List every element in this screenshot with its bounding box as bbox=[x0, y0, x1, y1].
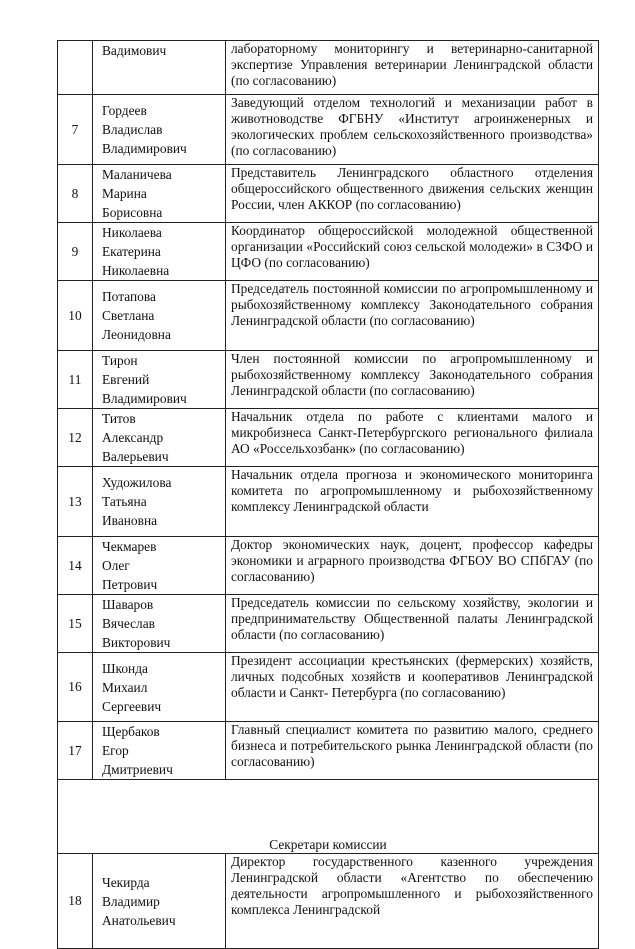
member-name-part: Анатольевич bbox=[102, 912, 176, 928]
member-row bbox=[58, 722, 599, 780]
member-name bbox=[93, 595, 226, 653]
row-number: 11 bbox=[58, 351, 93, 409]
member-name-part: Владимир bbox=[102, 893, 160, 909]
member-row bbox=[58, 95, 599, 165]
row-number: 16 bbox=[58, 653, 93, 722]
member-name bbox=[93, 409, 226, 467]
member-name-part: Дмитриевич bbox=[102, 762, 173, 777]
member-name-part: Гордеев bbox=[102, 103, 147, 118]
row-number: 7 bbox=[58, 95, 93, 165]
member-row bbox=[58, 165, 599, 223]
member-name-part: Олег bbox=[102, 558, 130, 573]
member-name-part: Щербаков bbox=[102, 724, 160, 739]
row-number: 17 bbox=[58, 722, 93, 780]
member-row bbox=[58, 41, 599, 95]
member-name-part: Титов bbox=[102, 411, 136, 426]
member-name-part: Николаева bbox=[102, 225, 162, 240]
member-name-part: Вадимович bbox=[102, 43, 167, 58]
member-name-part: Художилова bbox=[102, 475, 172, 490]
row-number: 12 bbox=[58, 409, 93, 467]
row-number: 13 bbox=[58, 467, 93, 537]
member-name bbox=[93, 165, 226, 223]
row-number: 15 bbox=[58, 595, 93, 653]
member-name bbox=[93, 854, 226, 949]
member-row bbox=[58, 351, 599, 409]
member-position: Главный специалист комитета по развитию малого, среднего бизнеса и потребительского рынка Ленинградской области (по согласованию) bbox=[226, 722, 599, 780]
member-position: Доктор экономических наук, доцент, профессор кафедры экономики и аграрного производства ФГБОУ ВО СПбГАУ (по согласованию) bbox=[226, 537, 599, 595]
member-row bbox=[58, 653, 599, 722]
member-row bbox=[58, 281, 599, 351]
member-name-part: Чекирда bbox=[102, 874, 150, 890]
member-name-part: Татьяна bbox=[102, 494, 147, 509]
row-number: 14 bbox=[58, 537, 93, 595]
member-name-part: Михаил bbox=[102, 679, 148, 695]
member-name-part: Потапова bbox=[102, 289, 156, 304]
member-name-part: Леонидовна bbox=[102, 327, 171, 342]
row-number bbox=[58, 41, 93, 95]
commission-members-table bbox=[57, 40, 599, 949]
member-name-part: Сергеевич bbox=[102, 698, 162, 714]
row-number: 9 bbox=[58, 223, 93, 281]
member-position: лабораторному мониторингу и ветеринарно-санитарной экспертизе Управления ветеринарии Ленинградской области (по согласованию) bbox=[226, 41, 599, 95]
member-name-part: Егор bbox=[102, 743, 129, 758]
member-name-part: Маланичева bbox=[102, 167, 172, 182]
row-number: 18 bbox=[58, 854, 93, 949]
member-name-part: Шконда bbox=[102, 660, 148, 676]
member-row bbox=[58, 595, 599, 653]
member-row bbox=[58, 223, 599, 281]
member-position: Директор государственного казенного учреждения Ленинградской области «Агентство по обеспечению деятельности агропромышленного и рыбохозяйственного комплекса Ленинградской bbox=[226, 854, 599, 949]
member-name-part: Шаваров bbox=[102, 597, 154, 612]
row-number: 10 bbox=[58, 281, 93, 351]
member-name-part: Николаевна bbox=[102, 263, 170, 278]
member-position: Начальник отдела по работе с клиентами малого и микробизнеса Санкт-Петербургского регионального филиала АО «Россельхозбанк» (по согласованию) bbox=[226, 409, 599, 467]
member-name-part: Вячеслав bbox=[102, 616, 155, 631]
member-name-part: Евгений bbox=[102, 372, 150, 387]
member-name bbox=[93, 467, 226, 537]
member-name-part: Александр bbox=[102, 430, 164, 445]
row-number: 8 bbox=[58, 165, 93, 223]
member-name bbox=[93, 722, 226, 780]
member-position: Председатель постоянной комиссии по агропромышленному и рыбохозяйственному комплексу Законодательного собрания Ленинградской области (по согласованию) bbox=[226, 281, 599, 351]
member-name bbox=[93, 95, 226, 165]
section-title-row bbox=[58, 832, 599, 854]
member-row bbox=[58, 467, 599, 537]
member-position: Координатор общероссийской молодежной общественной организации «Российский союз сельской молодежи» в СЗФО и ЦФО (по согласованию) bbox=[226, 223, 599, 281]
section-title: Секретари комиссии bbox=[58, 832, 599, 854]
member-position: Начальник отдела прогноза и экономического мониторинга комитета по агропромышленному и рыбохозяйственному комплексу Ленинградской области bbox=[226, 467, 599, 537]
member-row bbox=[58, 537, 599, 595]
member-name-part: Чекмарев bbox=[102, 539, 157, 554]
member-name-part: Екатерина bbox=[102, 244, 161, 259]
members-table-body bbox=[58, 41, 599, 949]
member-name-part: Владимирович bbox=[102, 141, 187, 156]
member-position: Президент ассоциации крестьянских (фермерских) хозяйств, личных подсобных хозяйств и кооперативов Ленинградской области и Санкт- Петербурга (по согласованию) bbox=[226, 653, 599, 722]
member-name-part: Марина bbox=[102, 186, 147, 201]
member-name-part: Валерьевич bbox=[102, 449, 169, 464]
member-name bbox=[93, 351, 226, 409]
blank-separator-row bbox=[58, 780, 599, 832]
member-name-part: Ивановна bbox=[102, 513, 158, 528]
member-name-part: Тирон bbox=[102, 353, 138, 368]
member-name-part: Владимирович bbox=[102, 391, 187, 406]
blank-cell bbox=[58, 780, 599, 832]
member-row bbox=[58, 409, 599, 467]
member-position: Заведующий отделом технологий и механизации работ в животноводстве ФГБНУ «Институт агроинженерных и экологических проблем сельскохозяйственного производства» (по согласованию) bbox=[226, 95, 599, 165]
secretary-row bbox=[58, 854, 599, 949]
member-name-part: Викторович bbox=[102, 635, 171, 650]
member-name-part: Владислав bbox=[102, 122, 163, 137]
member-position: Председатель комиссии по сельскому хозяйству, экологии и предпринимательству Общественной палаты Ленинградской области (по согласованию) bbox=[226, 595, 599, 653]
member-name bbox=[93, 281, 226, 351]
member-name bbox=[93, 41, 226, 95]
member-name-part: Борисовна bbox=[102, 205, 163, 220]
member-name-part: Светлана bbox=[102, 308, 155, 323]
member-name bbox=[93, 223, 226, 281]
member-name bbox=[93, 537, 226, 595]
member-name-part: Петрович bbox=[102, 577, 158, 592]
member-name bbox=[93, 653, 226, 722]
member-position: Член постоянной комиссии по агропромышленному и рыбохозяйственному комплексу Законодательного собрания Ленинградской области (по согласованию) bbox=[226, 351, 599, 409]
member-position: Представитель Ленинградского областного отделения общероссийского общественного движения сельских женщин России, член АККОР (по согласованию) bbox=[226, 165, 599, 223]
